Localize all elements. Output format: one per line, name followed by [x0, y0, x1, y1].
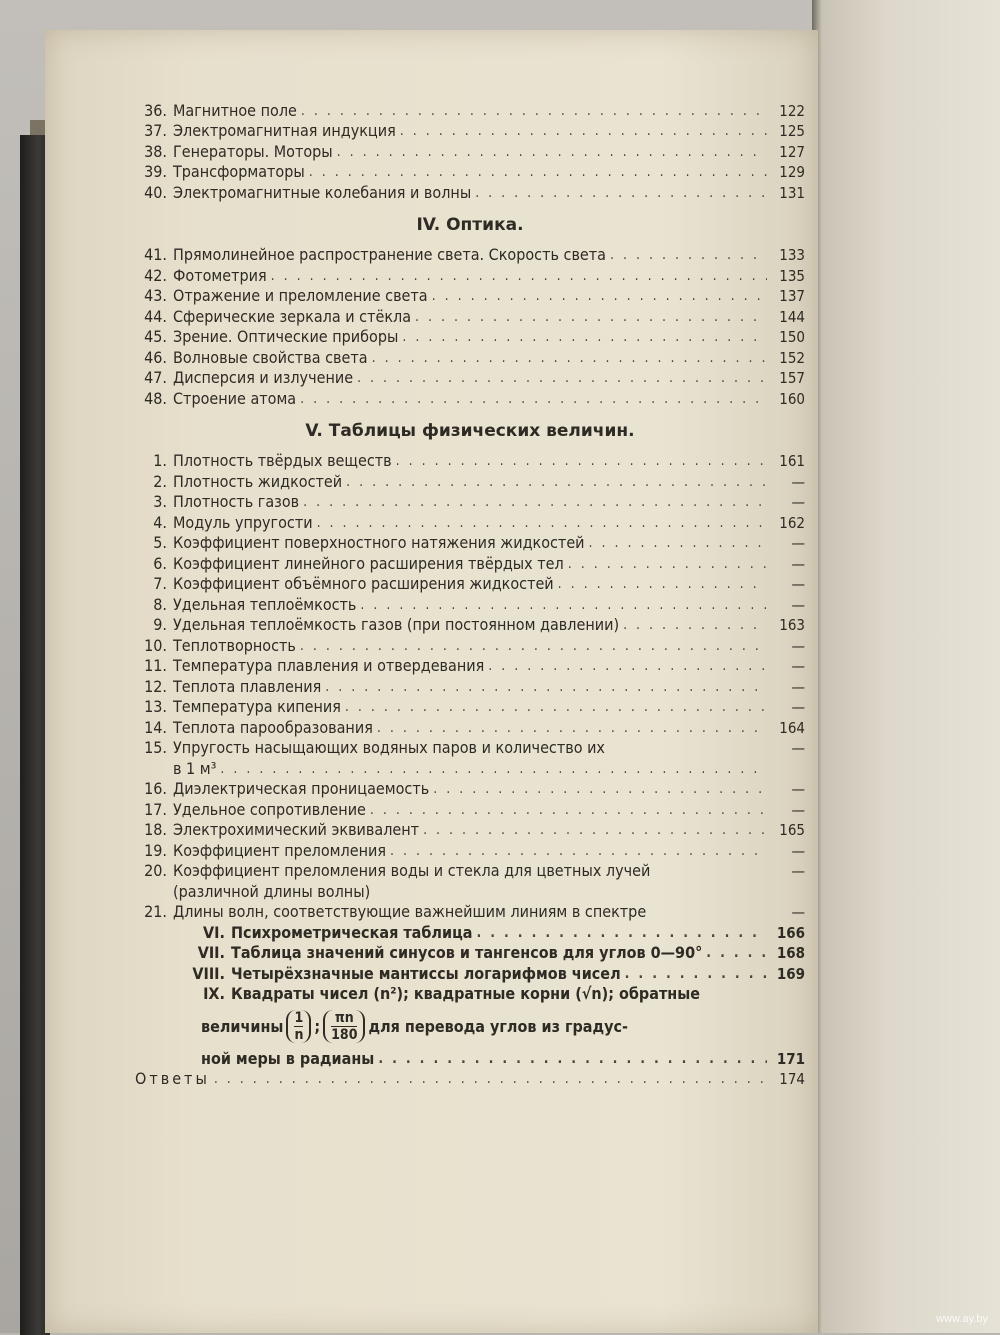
entry-title: Волновые свойства света: [173, 347, 368, 367]
toc-entry: [135, 963, 805, 984]
toc-entry: [135, 799, 805, 820]
toc-entry: [135, 121, 805, 142]
entry-title: Диэлектрическая проницаемость: [173, 779, 430, 798]
entry-number: 7.: [153, 574, 167, 593]
electricity-items: [135, 100, 805, 203]
leader-dots: [337, 142, 767, 162]
entry-number: 15.: [144, 738, 167, 757]
formula-prefix: величины: [201, 1016, 284, 1036]
entry-page: —: [791, 800, 805, 819]
entry-number: 45.: [144, 327, 167, 346]
toc-entry: [135, 388, 805, 409]
entry-page: 166: [776, 923, 805, 942]
toc-entry: [135, 368, 805, 389]
leader-dots: [360, 595, 767, 615]
leader-dots: [300, 389, 767, 409]
toc-entry-21: [135, 902, 805, 923]
entry-page: —: [791, 595, 805, 614]
entry-number: 42.: [144, 265, 167, 285]
toc-entry: [135, 327, 805, 348]
entry-title: Электрохимический эквивалент: [173, 820, 420, 839]
formula-separator: ;: [314, 1016, 321, 1036]
entry-page: 169: [776, 964, 805, 983]
entry-page: —: [791, 534, 805, 552]
entry-number: 2.: [153, 471, 167, 491]
toc-entry: [135, 141, 805, 162]
leader-dots: [372, 348, 767, 368]
entry-number: 37.: [144, 121, 167, 140]
toc-entry: [135, 182, 805, 203]
leader-dots: [488, 656, 767, 676]
entry-title: Таблица значений синусов и тангенсов для углов 0—90°: [231, 943, 703, 962]
entry-title: Температура кипения: [173, 697, 341, 716]
tables-items-cont: [135, 779, 805, 861]
entry-number: 9.: [153, 615, 167, 634]
entry-number: 18.: [144, 820, 167, 839]
entry-number: 44.: [144, 306, 167, 326]
leader-dots: [423, 820, 767, 840]
entry-page: 122: [779, 101, 805, 120]
toc-entry: [135, 840, 805, 861]
entry-number: 48.: [144, 388, 167, 408]
toc-entry-answers: [135, 1069, 805, 1090]
entry-title: Теплотворность: [173, 635, 296, 655]
entry-number: VIII.: [192, 963, 225, 983]
entry-title: Теплота плавления: [173, 676, 322, 696]
entry-page: —: [791, 554, 805, 573]
entry-number: VII.: [197, 943, 225, 962]
leader-dots: [346, 472, 767, 492]
leader-dots: [415, 307, 767, 327]
leader-dots: [390, 841, 767, 861]
entry-number: 14.: [144, 717, 167, 737]
fraction-radians: $\frac{\pi n}{180}$: [323, 1010, 365, 1043]
entry-number: 36.: [144, 100, 167, 120]
toc-entry: [135, 635, 805, 656]
entry-number: 39.: [144, 162, 167, 181]
entry-page: 168: [776, 944, 805, 962]
entry-page: —: [791, 575, 805, 593]
entry-page: 131: [779, 183, 805, 202]
formula-suffix: для перевода углов из градус-: [368, 1016, 628, 1036]
leader-dots: [400, 121, 767, 141]
entry-number: 16.: [144, 779, 167, 798]
entry-title: Электромагнитная индукция: [173, 121, 396, 140]
entry-page: 160: [779, 389, 805, 408]
leader-dots: [325, 677, 767, 697]
entry-page: 150: [779, 328, 805, 346]
entry-title: Сферические зеркала и стёкла: [173, 306, 412, 326]
entry-title: Трансформаторы: [173, 162, 305, 181]
leader-dots: [309, 162, 767, 182]
entry-number: 6.: [153, 553, 167, 573]
leader-dots: [706, 943, 767, 963]
entry-number: IX.: [203, 984, 225, 1003]
entry-page: —: [791, 739, 805, 757]
leader-dots: [220, 759, 767, 779]
toc-entry: [135, 779, 805, 800]
entry-number: 41.: [144, 245, 167, 264]
optics-items: [135, 245, 805, 409]
entry-number: 20.: [144, 861, 167, 880]
table-of-contents: [135, 100, 805, 1089]
toc-entry: [135, 717, 805, 738]
toc-entry: [135, 451, 805, 472]
leader-dots: [589, 533, 767, 553]
toc-entry: [135, 347, 805, 368]
leader-dots: [433, 779, 767, 799]
entry-title: Зрение. Оптические приборы: [173, 327, 399, 346]
tables-heading: V. Таблицы физических величин.: [305, 420, 635, 441]
leader-dots: [301, 101, 767, 121]
entry-title: Коэффициент преломления воды и стекла для цветных лучей: [173, 861, 651, 880]
leader-dots: [610, 245, 767, 265]
entry-page: —: [791, 636, 805, 655]
entry-page: —: [791, 862, 805, 880]
leader-dots: [558, 574, 767, 594]
toc-entry: [135, 533, 805, 554]
entry-title: Коэффициент поверхностного натяжения жидкостей: [173, 533, 585, 552]
fraction-reciprocal: $\frac{1}{n}$: [286, 1010, 311, 1043]
entry-title: Психрометрическая таблица: [231, 922, 473, 942]
toc-entry: [135, 512, 805, 533]
toc-entry: [135, 265, 805, 286]
entry-page: —: [791, 657, 805, 675]
toc-entry-IX: [135, 984, 805, 1069]
entry-page: 171: [776, 1049, 805, 1068]
entry-number: 1.: [153, 451, 167, 470]
entry-page: —: [791, 841, 805, 860]
leader-dots: [271, 266, 767, 286]
leader-dots: [475, 183, 767, 203]
toc-entry: [135, 245, 805, 266]
entry-page: 137: [779, 287, 805, 305]
optics-heading: IV. Оптика.: [416, 214, 524, 235]
entry-page: 157: [779, 369, 805, 387]
toc-entry: [135, 286, 805, 307]
leader-dots: [377, 718, 767, 738]
entry-title: Четырёхзначные мантиссы логарифмов чисел: [231, 963, 621, 983]
entry-title: Коэффициент преломления: [173, 840, 387, 860]
entry-page: 133: [779, 246, 805, 264]
entry-title: Модуль упругости: [173, 512, 313, 532]
toc-entry-15: [135, 738, 805, 779]
leader-dots: [476, 923, 767, 943]
entry-title: Плотность жидкостей: [173, 471, 343, 491]
entry-page: —: [791, 493, 805, 511]
entry-title-cont: в 1 м³: [173, 758, 217, 778]
entry-page: —: [791, 472, 805, 491]
entry-page: —: [791, 677, 805, 696]
entry-page: 163: [779, 616, 805, 634]
entry-page: 165: [779, 821, 805, 839]
entry-number: 46.: [144, 347, 167, 367]
entry-number: 8.: [153, 594, 167, 614]
toc-entry: [135, 574, 805, 595]
entry-title: Коэффициент объёмного расширения жидкостей: [173, 574, 554, 593]
entry-page: 144: [779, 307, 805, 326]
leader-dots: [300, 636, 767, 656]
entry-title: Плотность твёрдых веществ: [173, 451, 392, 470]
formula-line: [135, 1004, 805, 1048]
entry-number: 19.: [144, 840, 167, 860]
book-page: [45, 30, 818, 1333]
entry-number: VI.: [203, 922, 225, 942]
entry-page: —: [791, 903, 805, 921]
entry-title: Удельное сопротивление: [173, 799, 366, 819]
entry-page: —: [791, 780, 805, 798]
leader-dots: [357, 368, 767, 388]
toc-entry: [135, 656, 805, 677]
roman-tables: [135, 922, 805, 984]
toc-entry: [135, 492, 805, 513]
leader-dots: [625, 964, 767, 984]
entry-page: 135: [779, 266, 805, 285]
toc-entry: [135, 553, 805, 574]
entry-title: Генераторы. Моторы: [173, 141, 333, 161]
entry-title: Плотность газов: [173, 492, 300, 511]
toc-entry: [135, 922, 805, 943]
entry-title-cont: (различной длины волны): [173, 881, 371, 901]
toc-entry: [135, 100, 805, 121]
entry-page: 162: [779, 513, 805, 532]
entry-title: Коэффициент линейного расширения твёрдых тел: [173, 553, 564, 573]
entry-number: 43.: [144, 286, 167, 305]
leader-dots: [378, 1049, 767, 1069]
leader-dots: [345, 697, 767, 717]
entry-number: 21.: [144, 902, 167, 921]
entry-page: 161: [779, 452, 805, 470]
entry-page: 125: [779, 122, 805, 140]
entry-title: Удельная теплоёмкость газов (при постоянном давлении): [173, 615, 620, 634]
leader-dots: [623, 615, 767, 635]
entry-number: 12.: [144, 676, 167, 696]
entry-title: Дисперсия и излучение: [173, 368, 354, 387]
leader-dots: [214, 1069, 767, 1089]
toc-entry: [135, 676, 805, 697]
entry-title: Ответы: [135, 1069, 210, 1088]
entry-number: 40.: [144, 182, 167, 202]
entry-page: 174: [779, 1070, 805, 1088]
entry-number: 10.: [144, 635, 167, 655]
entry-title: Электромагнитные колебания и волны: [173, 182, 472, 202]
tables-items: [135, 451, 805, 738]
entry-title: Магнитное поле: [173, 100, 297, 120]
entry-number: 11.: [144, 656, 167, 675]
entry-title: Упругость насыщающих водяных паров и количество их: [173, 738, 605, 757]
entry-title: Квадраты чисел (n²); квадратные корни (√n); обратные: [231, 984, 701, 1003]
leader-dots: [432, 286, 767, 306]
entry-title-cont: ной меры в радианы: [201, 1048, 375, 1068]
entry-page: 152: [779, 348, 805, 367]
toc-entry: [135, 162, 805, 183]
entry-title: Удельная теплоёмкость: [173, 594, 357, 614]
entry-title: Строение атома: [173, 388, 297, 408]
entry-number: 3.: [153, 492, 167, 511]
entry-title: Фотометрия: [173, 265, 267, 285]
entry-number: 47.: [144, 368, 167, 387]
entry-number: 17.: [144, 799, 167, 819]
leader-dots: [568, 554, 767, 574]
entry-number: 5.: [153, 533, 167, 552]
entry-number: 4.: [153, 512, 167, 532]
toc-entry: [135, 943, 805, 964]
entry-page: 127: [779, 142, 805, 161]
entry-title: Отражение и преломление света: [173, 286, 428, 305]
toc-entry: [135, 697, 805, 718]
facing-page: [812, 0, 1000, 1333]
toc-entry: [135, 820, 805, 841]
toc-entry-20: [135, 861, 805, 902]
leader-dots: [396, 451, 767, 471]
leader-dots: [402, 327, 767, 347]
toc-entry: [135, 471, 805, 492]
toc-entry: [135, 594, 805, 615]
entry-number: 38.: [144, 141, 167, 161]
entry-page: 129: [779, 163, 805, 181]
toc-entry: [135, 615, 805, 636]
entry-page: —: [791, 698, 805, 716]
entry-title: Теплота парообразования: [173, 717, 373, 737]
entry-title: Температура плавления и отвердевания: [173, 656, 485, 675]
leader-dots: [317, 513, 767, 533]
entry-title: Длины волн, соответствующие важнейшим линиям в спектре: [173, 902, 647, 921]
site-watermark: www.ay.by: [936, 1313, 988, 1325]
entry-title: Прямолинейное распространение света. Скорость света: [173, 245, 606, 264]
leader-dots: [303, 492, 767, 512]
leader-dots: [370, 800, 767, 820]
entry-page: 164: [779, 718, 805, 737]
toc-entry: [135, 306, 805, 327]
entry-number: 13.: [144, 697, 167, 716]
